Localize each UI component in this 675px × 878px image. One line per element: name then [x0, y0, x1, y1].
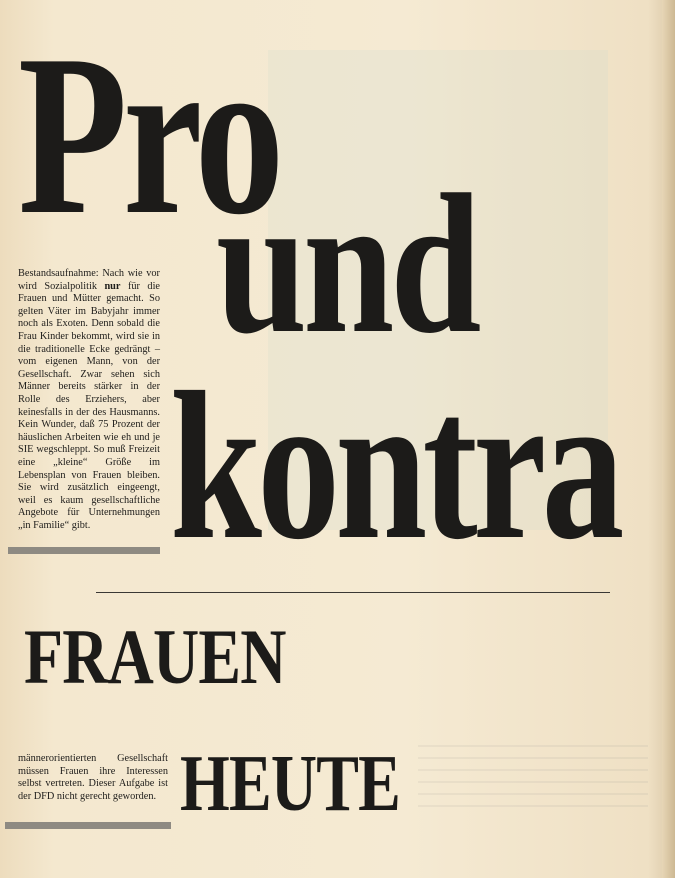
headline-kontra: kontra: [170, 348, 620, 583]
divider-bar-top: [8, 547, 160, 554]
intro-emphasis: nur: [104, 280, 121, 292]
headline-und: und: [216, 154, 478, 375]
title-heute: HEUTE: [180, 740, 401, 828]
intro-text-2: für die Frauen und Mütter gemacht. So gelten Väter im Babyjahr immer noch als Exoten. Denn sobald die Frau Kinder bekommt, wird sie in die traditionelle Ecke gedrängt – vom eigenen Mann, von der Gesellschaft. Zwar sehen sich Männer bereits stärker in der Rolle des Erziehers, aber keinesfalls in der des Hausmanns. Kein Wunder, daß 75 Prozent der häuslichen Arbeiten wie eh und je SIE wegschleppt. So muß Freizeit eine „kleine“ Größe im Lebensplan von Frauen bleiben. Sie wird zusätzlich eingeengt, weil es kaum gesellschaftliche Angebote für Unternehmungen „in Familie“ gibt.: [18, 280, 161, 531]
show-through-lines: [418, 745, 648, 817]
divider-bar-bottom: [5, 822, 171, 829]
headline-pro: Pro: [18, 7, 280, 262]
page-fold-shadow: [662, 0, 675, 878]
title-frauen: FRAUEN: [24, 613, 286, 700]
intro-paragraph: [18, 268, 160, 532]
closing-paragraph: männerorientierten Gesellschaft müssen Frauen ihre Interessen selbst vertreten. Dieser Aufgabe ist der DFD nicht gerecht geworden.: [18, 753, 168, 802]
horizontal-rule: [96, 592, 610, 593]
intro-text-1: Bestandsaufnahme: Nach wie vor wird Sozialpolitik: [18, 268, 160, 292]
